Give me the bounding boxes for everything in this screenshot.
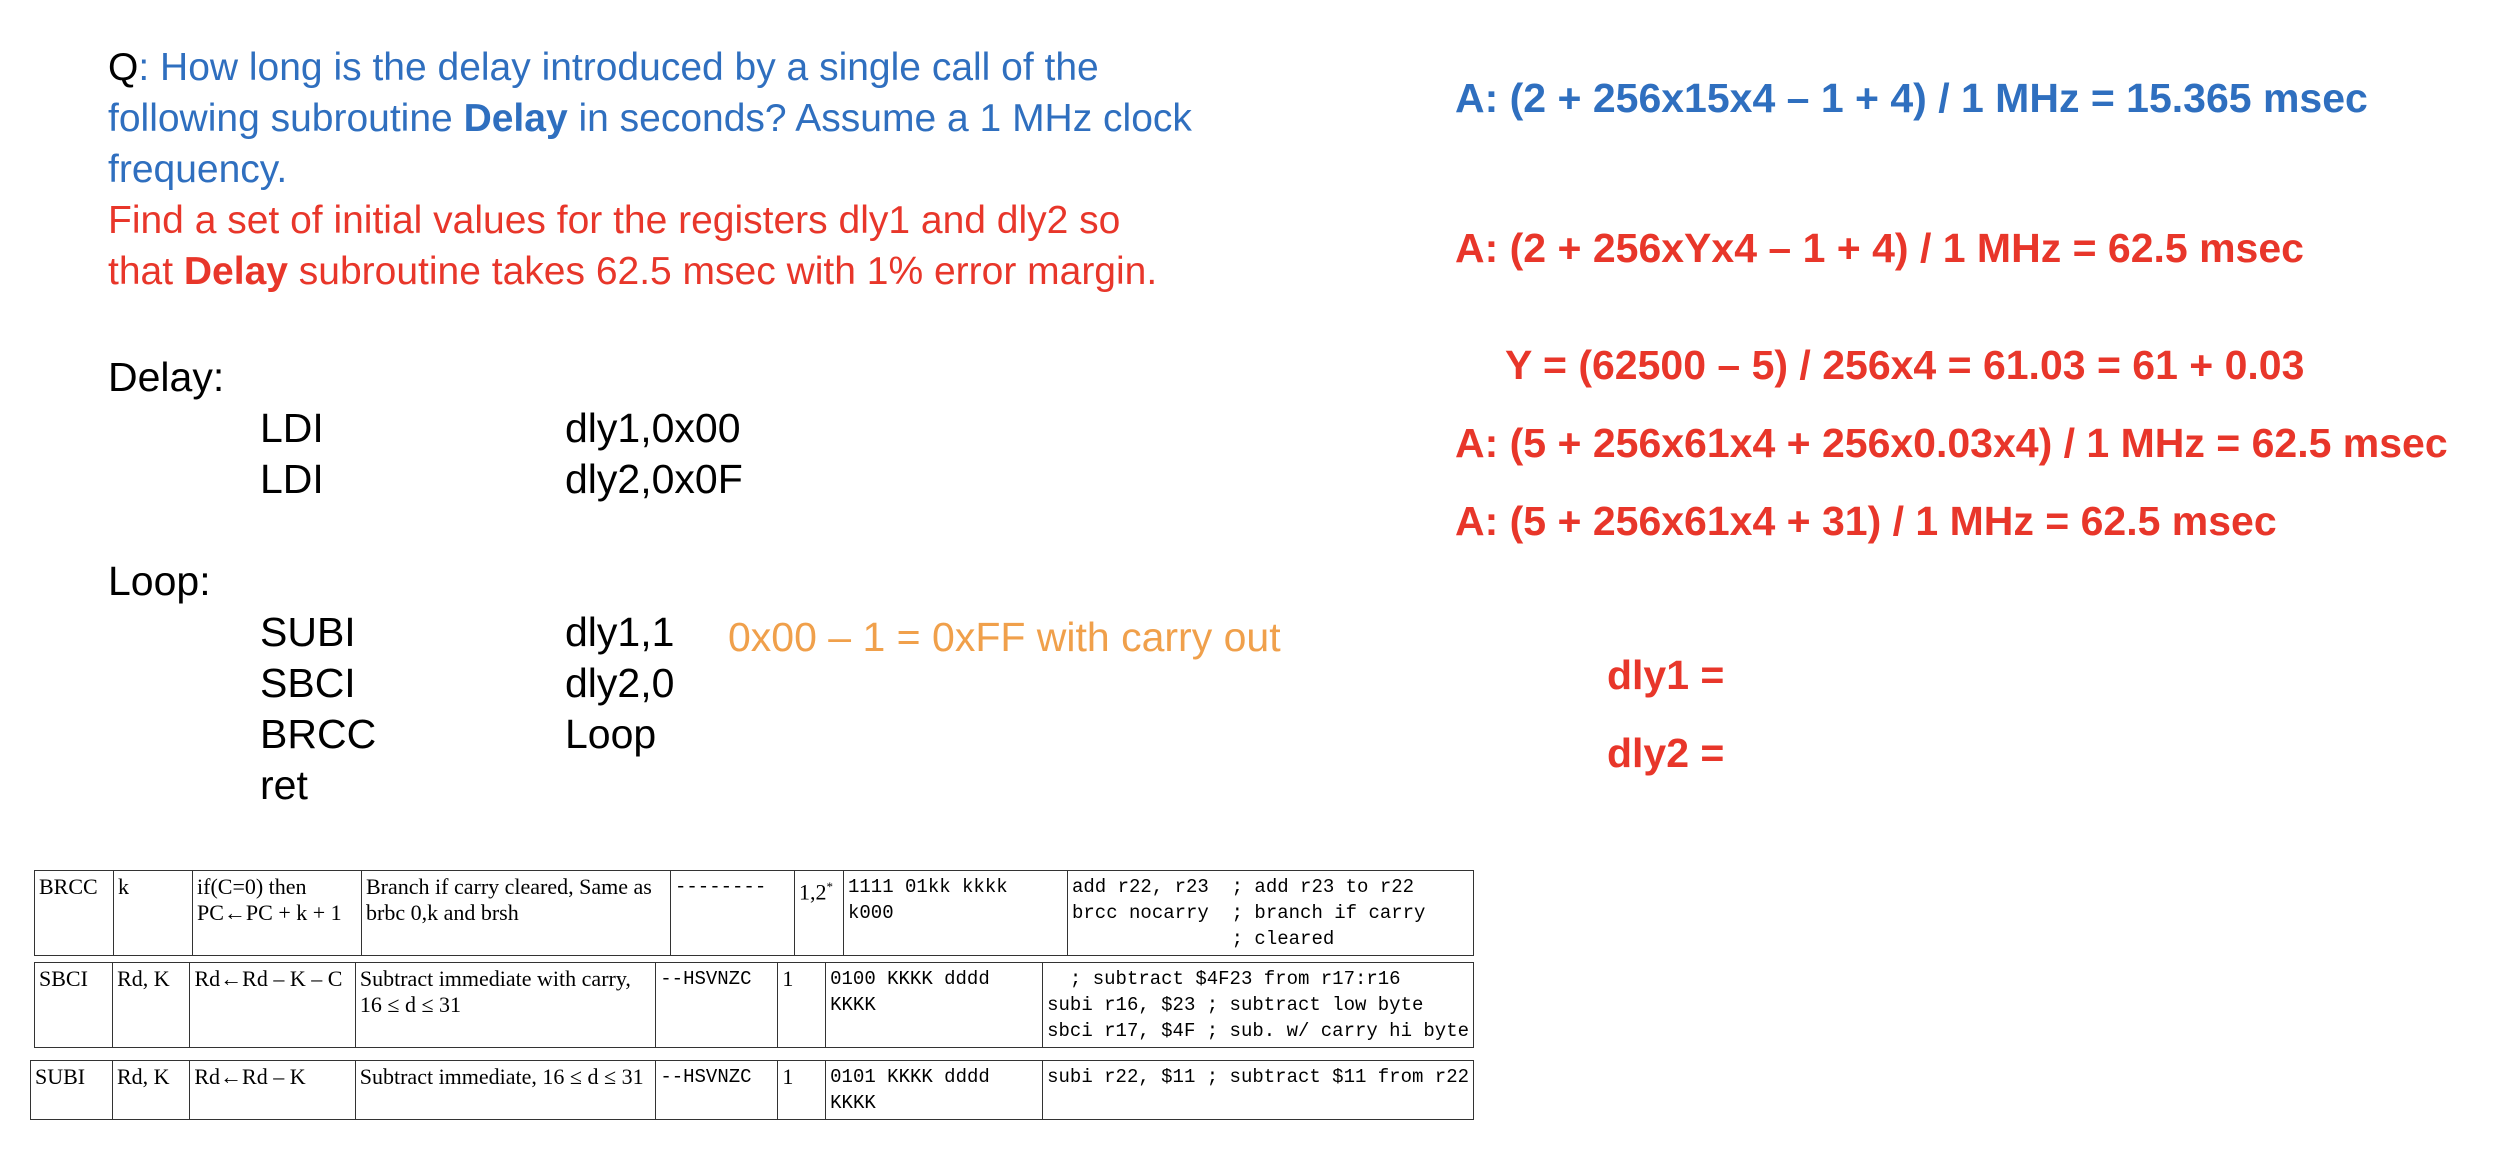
question-line-2 (108, 93, 1192, 144)
question-text-2a: following subroutine (108, 97, 464, 140)
answer-1: A: (2 + 256x15x4 – 1 + 4) / 1 MHz = 15.365 msec (1455, 75, 2368, 121)
ref-description (362, 871, 671, 956)
task-bold-delay: Delay (183, 250, 288, 293)
ref-example (1068, 871, 1474, 956)
task-line-1: Find a set of initial values for the registers dly1 and dly2 so (108, 199, 1121, 242)
ref-operands: Rd, K (113, 963, 190, 1048)
question-line-1 (108, 42, 1099, 93)
question-text-1: How long is the delay introduced by a single call of the (149, 46, 1099, 89)
subi-note: 0x00 – 1 = 0xFF with carry out (728, 614, 1281, 660)
ref-example (1043, 963, 1474, 1048)
ldi1-op: LDI (260, 405, 324, 451)
ldi2-op: LDI (260, 456, 324, 502)
brcc-arg: Loop (565, 711, 657, 757)
ref-operands: Rd, K (113, 1061, 190, 1120)
ref-table-sbci (34, 962, 1474, 1048)
answer-y: Y = (62500 – 5) / 256x4 = 61.03 = 61 + 0.03 (1505, 342, 2305, 388)
ref-clocks-value: 1,2 (799, 879, 827, 905)
ref-clocks-note: * (826, 879, 833, 894)
question-text-2b: in seconds? Assume a 1 MHz clock (567, 97, 1192, 140)
q-prefix: Q (108, 46, 139, 89)
ref-clocks: 1 (778, 1061, 826, 1120)
ldi1-arg: dly1,0x00 (565, 405, 741, 451)
table-row (35, 871, 1474, 956)
ref-desc-l2: brbc 0,k and brsh (366, 900, 519, 925)
ref-opcode: 0100 KKKK dddd KKKK (826, 963, 1043, 1048)
ref-flags: --HSVNZC (656, 1061, 778, 1120)
ref-ex-l2: subi r16, $23 ; subtract low byte (1047, 994, 1424, 1016)
ref-table-brcc (34, 870, 1474, 956)
ref-ex-l1: add r22, r23 ; add r23 to r22 (1072, 876, 1415, 898)
ref-operation-l2: PC←PC + k + 1 (197, 900, 342, 925)
ref-mnemonic: BRCC (35, 871, 114, 956)
ref-mnemonic: SBCI (35, 963, 113, 1048)
ref-example: subi r22, $11 ; subtract $11 from r22 (1043, 1061, 1474, 1120)
task-text-2a: that (108, 250, 184, 293)
ref-operation: Rd←Rd – K – C (190, 963, 355, 1048)
brcc-op: BRCC (260, 711, 377, 757)
sbci-op: SBCI (260, 660, 356, 706)
answer-dly2: dly2 = (1607, 730, 1725, 776)
ref-clocks (795, 871, 844, 956)
ref-operands: k (114, 871, 193, 956)
q-colon: : (138, 46, 150, 89)
ref-ex-l3: ; cleared (1072, 928, 1335, 950)
task-line-2 (108, 246, 1157, 297)
ref-operation: Rd←Rd – K (190, 1061, 355, 1120)
sbci-arg: dly2,0 (565, 660, 675, 706)
ref-operation-l1: if(C=0) then (197, 874, 307, 899)
question-line-3: frequency. (108, 148, 288, 191)
question-bold-delay: Delay (463, 97, 568, 140)
answer-4: A: (5 + 256x61x4 + 31) / 1 MHz = 62.5 msec (1455, 498, 2277, 544)
answer-2: A: (2 + 256xYx4 – 1 + 4) / 1 MHz = 62.5 msec (1455, 225, 2304, 271)
ref-desc-l1: Subtract immediate with carry, (359, 966, 631, 991)
ref-opcode: 1111 01kk kkkk k000 (844, 871, 1068, 956)
ref-mnemonic: SUBI (31, 1061, 113, 1120)
ref-clocks: 1 (778, 963, 826, 1048)
ref-flags: --HSVNZC (656, 963, 778, 1048)
delay-label: Delay: (108, 354, 225, 400)
ref-ex-l1: ; subtract $4F23 from r17:r16 (1047, 968, 1401, 990)
ref-desc-l2: 16 ≤ d ≤ 31 (359, 992, 462, 1017)
loop-label: Loop: (108, 558, 211, 604)
table-row (31, 1061, 1474, 1120)
ref-ex-l3: sbci r17, $4F ; sub. w/ carry hi byte (1047, 1020, 1469, 1042)
task-text-2b: subroutine takes 62.5 msec with 1% error margin. (287, 250, 1158, 293)
subi-arg: dly1,1 (565, 609, 675, 655)
ref-desc-l1: Branch if carry cleared, Same as (366, 874, 652, 899)
ldi2-arg: dly2,0x0F (565, 456, 743, 502)
ref-description (355, 963, 655, 1048)
ref-ex-l2: brcc nocarry ; branch if carry (1072, 902, 1426, 924)
ref-operation (193, 871, 362, 956)
ref-table-subi (30, 1060, 1474, 1120)
answer-dly1: dly1 = (1607, 652, 1725, 698)
ref-flags: -------- (671, 871, 795, 956)
ref-opcode: 0101 KKKK dddd KKKK (826, 1061, 1043, 1120)
ret-op: ret (260, 762, 308, 808)
subi-op: SUBI (260, 609, 356, 655)
table-row (35, 963, 1474, 1048)
answer-3: A: (5 + 256x61x4 + 256x0.03x4) / 1 MHz = 62.5 msec (1455, 420, 2448, 466)
ref-description: Subtract immediate, 16 ≤ d ≤ 31 (355, 1061, 656, 1120)
